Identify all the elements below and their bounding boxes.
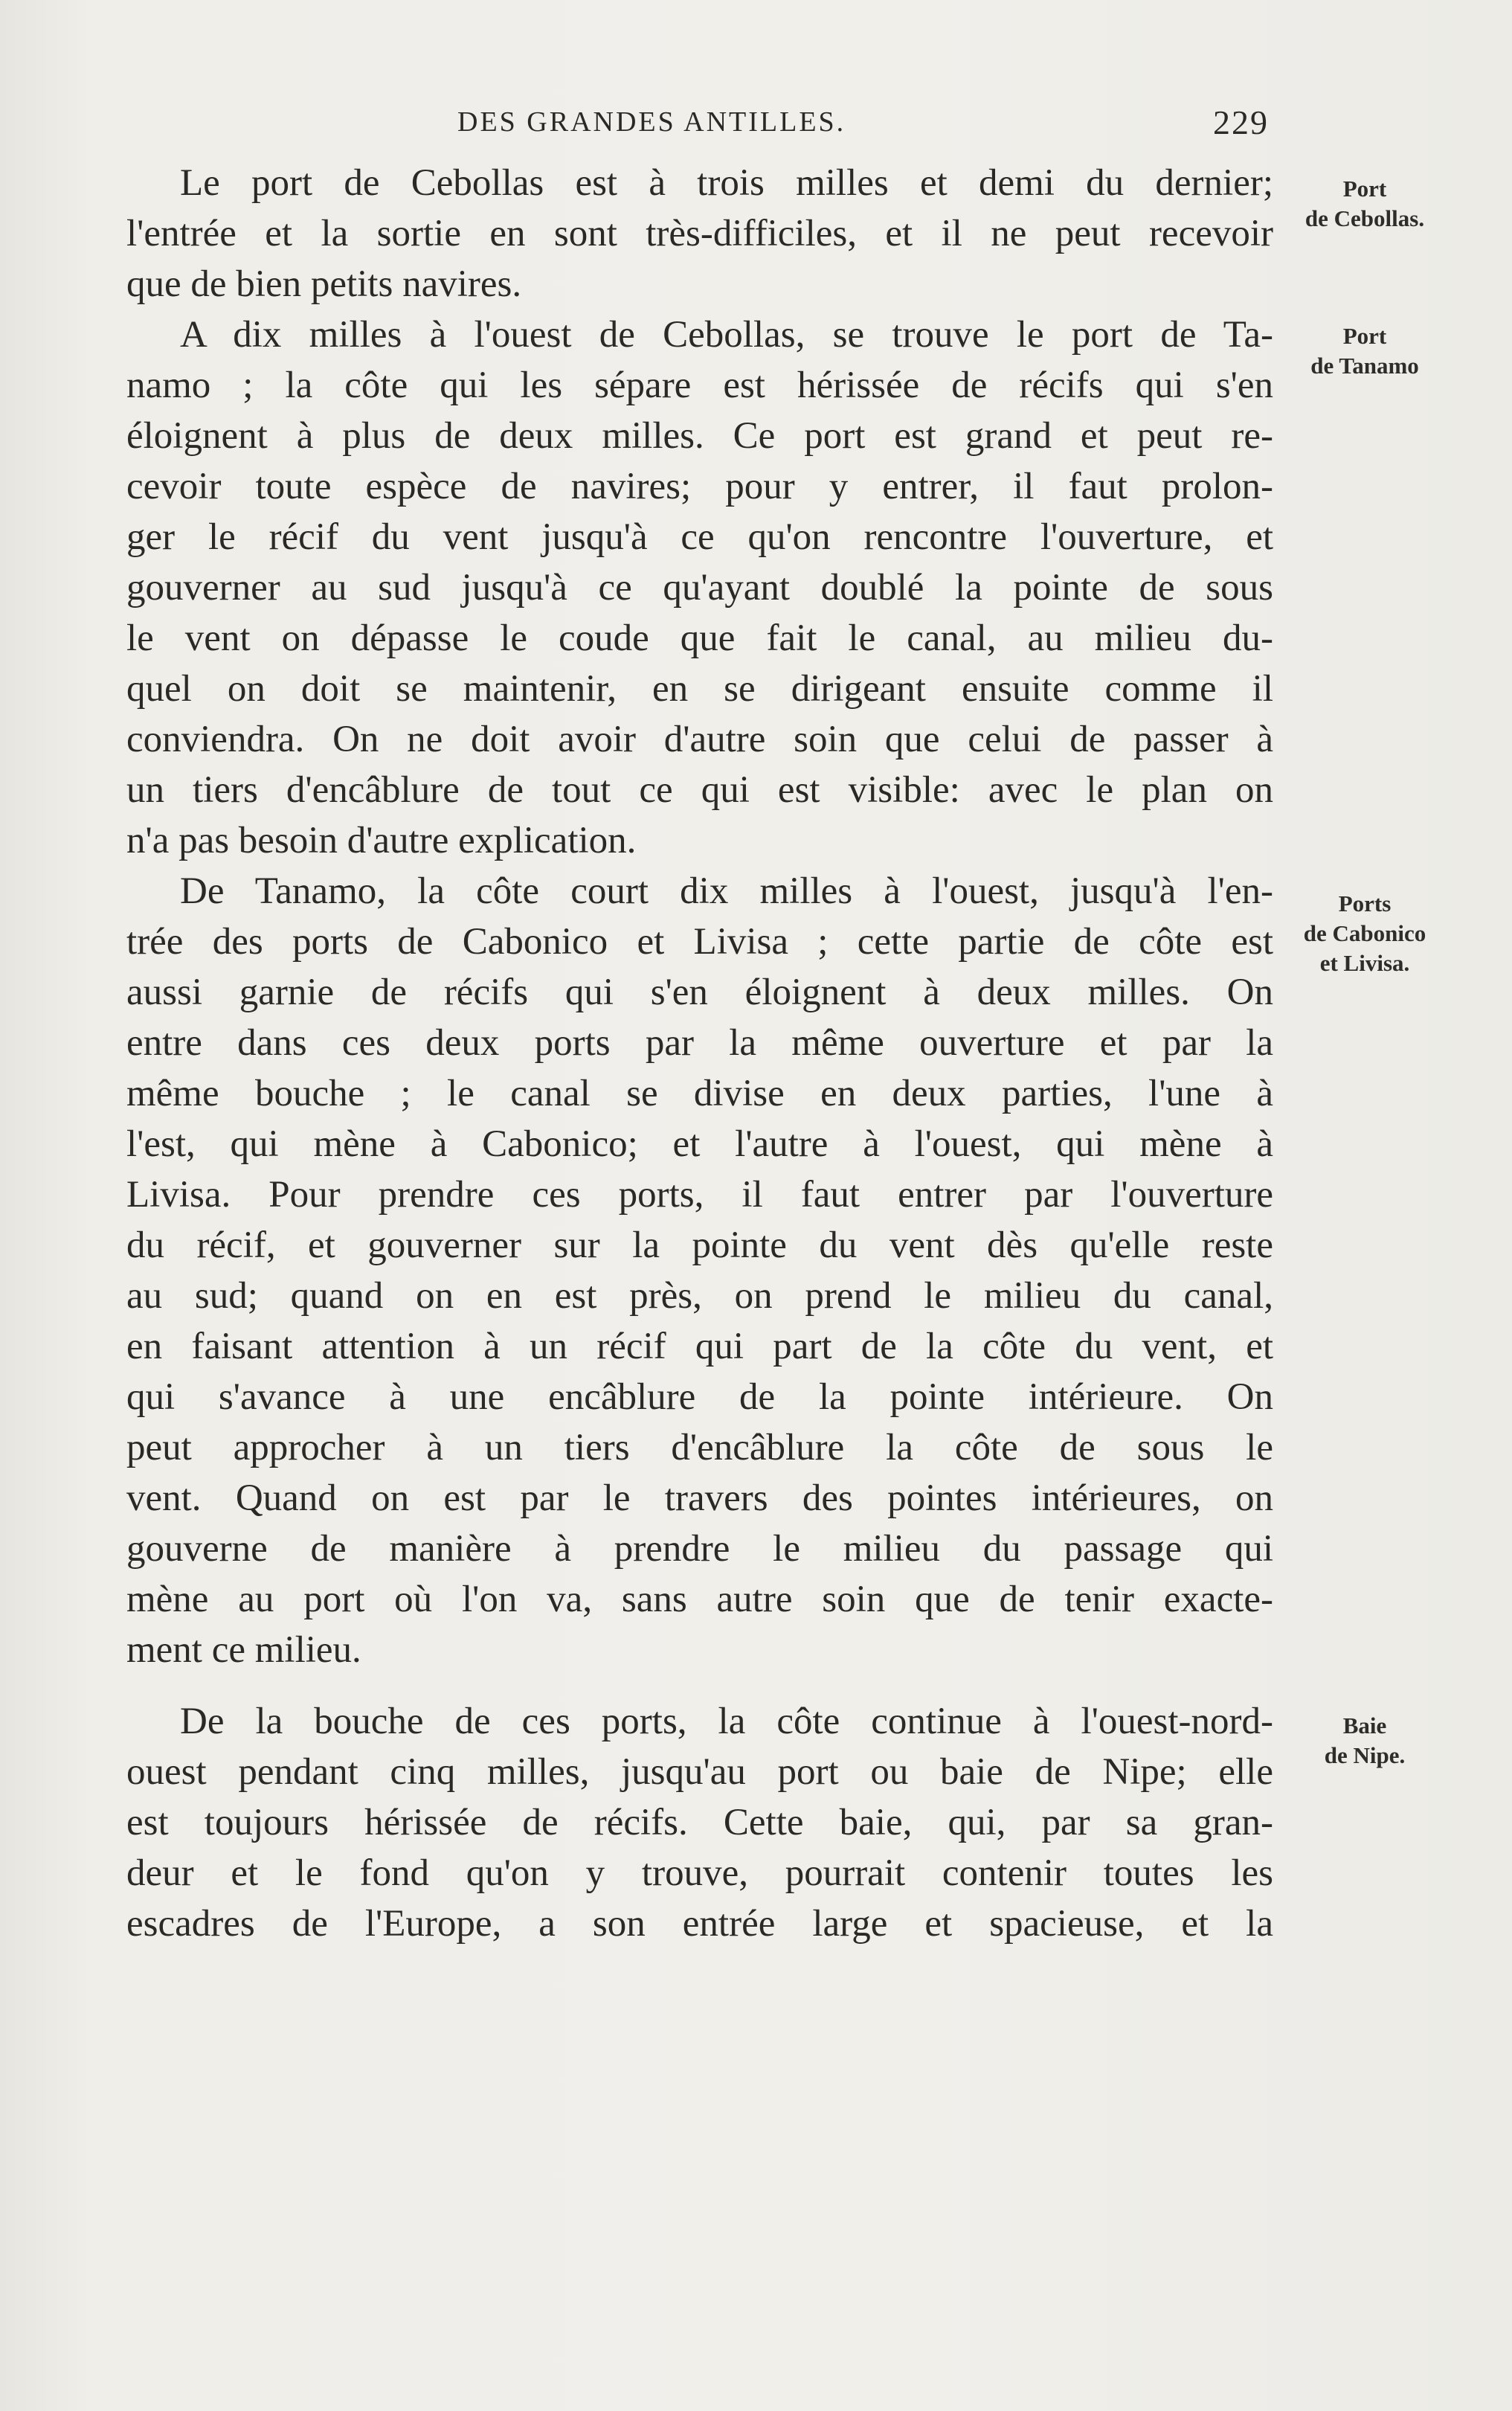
text-line: gouverner au sud jusqu'à ce qu'ayant doublé la pointe de sous (126, 567, 1273, 609)
text-line: un tiers d'encâblure de tout ce qui est visible: avec le plan on (126, 769, 1273, 811)
paragraph (126, 866, 1273, 1675)
margin-note-line: Port (1342, 176, 1387, 202)
margin-note-line: Baie (1342, 1712, 1387, 1739)
text-line: n'a pas besoin d'autre explication. (126, 820, 637, 861)
margin-note-line: Ports (1338, 890, 1392, 916)
text-line: namo ; la côte qui les sépare est hérissée de récifs qui s'en (126, 365, 1273, 406)
margin-note-line: de Cabonico (1303, 920, 1426, 946)
text-line: le vent on dépasse le coude que fait le canal, au milieu du- (126, 617, 1273, 659)
text-line: De la bouche de ces ports, la côte continue à l'ouest-nord- (180, 1701, 1273, 1742)
text-line: du récif, et gouverner sur la pointe du vent dès qu'elle reste (126, 1224, 1273, 1266)
text-line: ger le récif du vent jusqu'à ce qu'on rencontre l'ouverture, et (126, 516, 1273, 558)
text-line: De Tanamo, la côte court dix milles à l'ouest, jusqu'à l'en- (180, 870, 1273, 912)
page-number: 229 (1213, 103, 1269, 141)
margin-note-line: Port (1342, 323, 1387, 349)
text-line: trée des ports de Cabonico et Livisa ; cette partie de côte est (126, 921, 1273, 963)
text-line: que de bien petits navires. (126, 263, 522, 305)
paragraph-gap (126, 1675, 1273, 1696)
text-line: gouverne de manière à prendre le milieu du passage qui (126, 1528, 1273, 1570)
margin-note-line: de Tanamo (1310, 353, 1419, 379)
text-line: en faisant attention à un récif qui part de la côte du vent, et (126, 1326, 1273, 1367)
text-line: est toujours hérissée de récifs. Cette baie, qui, par sa gran- (126, 1802, 1273, 1843)
margin-note-cebollas (1275, 174, 1454, 234)
page-header (126, 103, 1273, 150)
text-line: l'est, qui mène à Cabonico; et l'autre à l'ouest, qui mène à (126, 1123, 1273, 1165)
running-title: DES GRANDES ANTILLES. (457, 106, 846, 138)
text-line: même bouche ; le canal se divise en deux parties, l'une à (126, 1073, 1273, 1114)
margin-note-line: de Cebollas. (1304, 205, 1425, 231)
text-line: entre dans ces deux ports par la même ouverture et par la (126, 1022, 1273, 1064)
text-line: aussi garnie de récifs qui s'en éloignent à deux milles. On (126, 972, 1273, 1013)
text-line: quel on doit se maintenir, en se dirigeant ensuite comme il (126, 668, 1273, 710)
text-line: au sud; quand on en est près, on prend le milieu du canal, (126, 1275, 1273, 1317)
paragraph (126, 309, 1273, 866)
body-text (126, 158, 1273, 1949)
text-line: mène au port où l'on va, sans autre soin que de tenir exacte- (126, 1579, 1273, 1620)
text-line: A dix milles à l'ouest de Cebollas, se trouve le port de Ta- (180, 314, 1273, 356)
text-line: qui s'avance à une encâblure de la pointe intérieure. On (126, 1376, 1273, 1418)
text-line: Livisa. Pour prendre ces ports, il faut entrer par l'ouverture (126, 1174, 1273, 1216)
margin-note-line: de Nipe. (1324, 1742, 1406, 1768)
margin-note-cabonico-livisa (1275, 889, 1454, 978)
text-line: Le port de Cebollas est à trois milles et demi du dernier; (180, 162, 1273, 204)
text-line: ouest pendant cinq milles, jusqu'au port ou baie de Nipe; elle (126, 1751, 1273, 1793)
text-line: vent. Quand on est par le travers des pointes intérieures, on (126, 1477, 1273, 1519)
text-line: cevoir toute espèce de navires; pour y entrer, il faut prolon- (126, 466, 1273, 507)
text-line: ment ce milieu. (126, 1629, 361, 1671)
margin-note-nipe (1275, 1711, 1454, 1770)
text-line: l'entrée et la sortie en sont très-difficiles, et il ne peut recevoir (126, 213, 1273, 254)
paragraph (126, 158, 1273, 309)
paragraph (126, 1696, 1273, 1949)
text-line: peut approcher à un tiers d'encâblure la côte de sous le (126, 1427, 1273, 1468)
text-line: éloignent à plus de deux milles. Ce port est grand et peut re- (126, 415, 1273, 457)
text-line: conviendra. On ne doit avoir d'autre soin que celui de passer à (126, 719, 1273, 760)
margin-note-tanamo (1275, 321, 1454, 381)
text-line: escadres de l'Europe, a son entrée large et spacieuse, et la (126, 1903, 1273, 1945)
text-line: deur et le fond qu'on y trouve, pourrait contenir toutes les (126, 1852, 1273, 1894)
margin-note-line: et Livisa. (1319, 950, 1410, 976)
